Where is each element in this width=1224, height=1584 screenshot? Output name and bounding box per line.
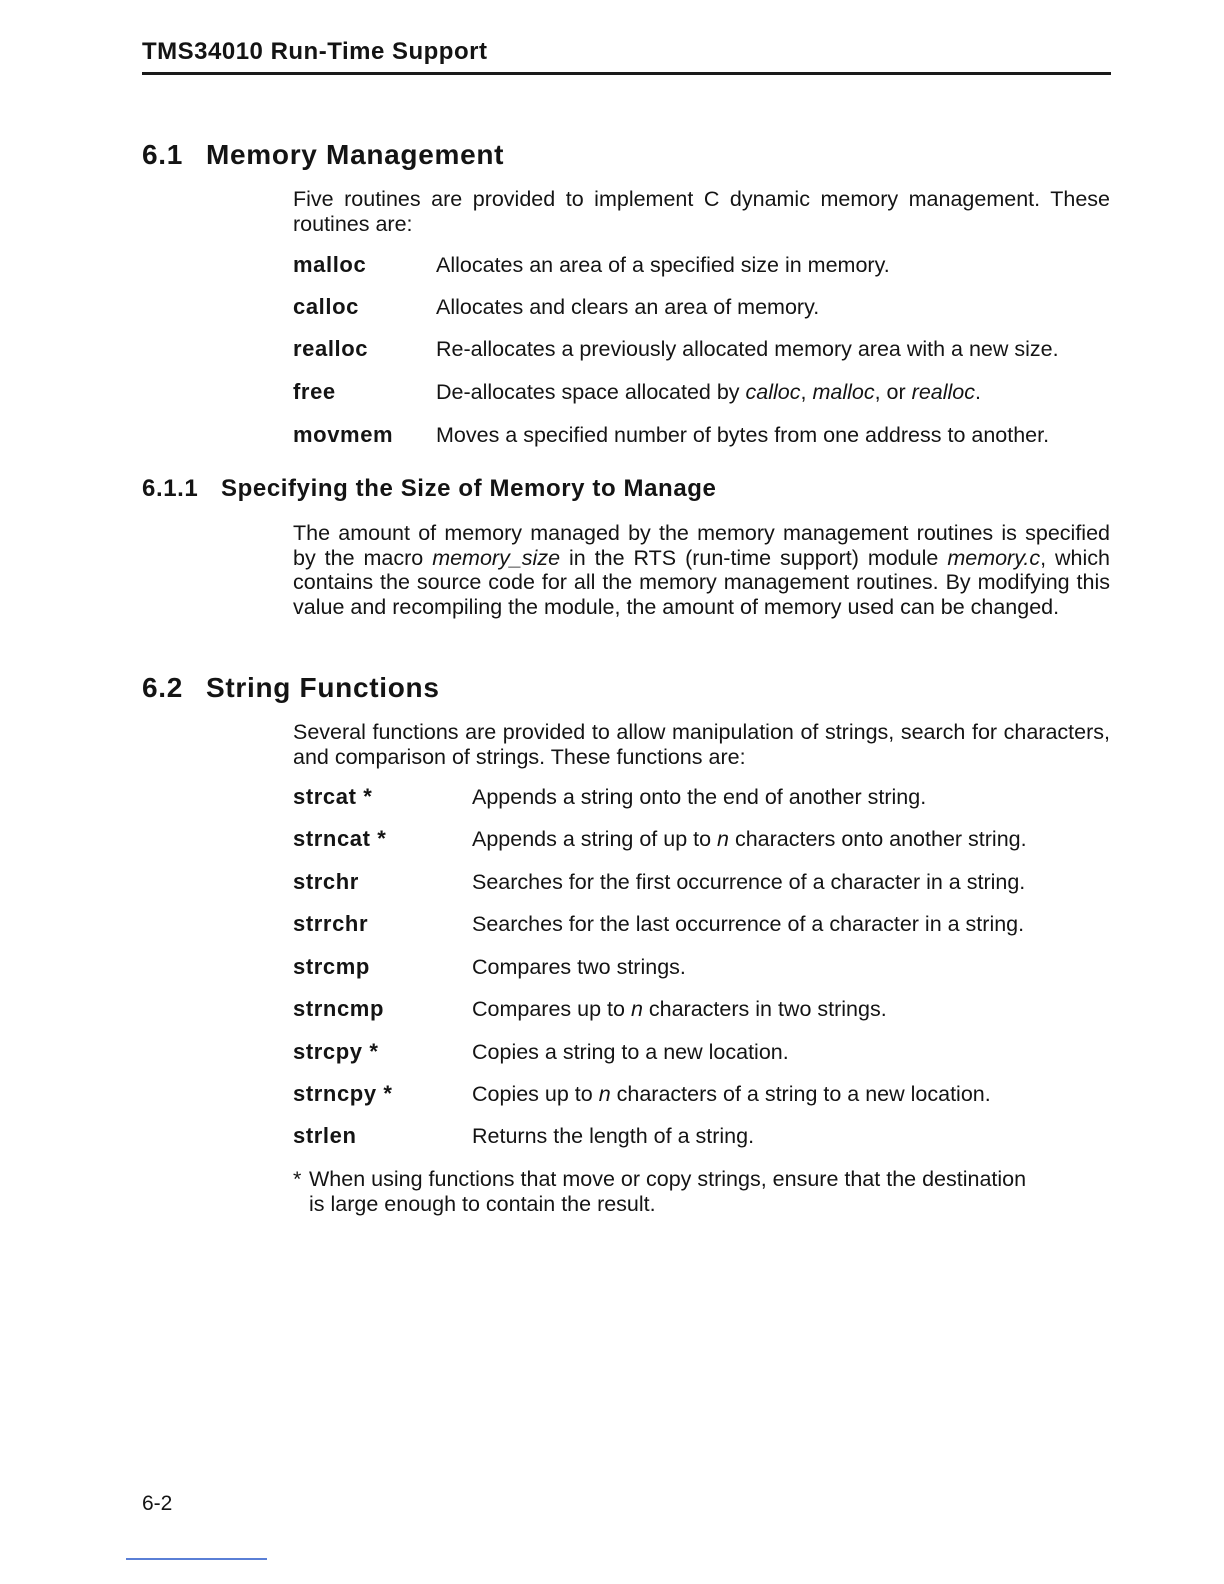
section-number: 6.1 — [142, 139, 184, 170]
list-item — [293, 1123, 1110, 1149]
desc-text: , or — [874, 380, 912, 404]
function-description: Copies a string to a new location. — [472, 1040, 789, 1064]
function-name: strchr — [293, 869, 359, 894]
routine-name: movmem — [293, 422, 394, 447]
para-text: The amount of memory managed by the memory management routines is specified by the macro — [293, 521, 1110, 570]
desc-text: Compares up to — [472, 997, 631, 1021]
section-6-1-1-heading — [142, 477, 716, 501]
routine-description: Allocates an area of a specified size in memory. — [436, 253, 890, 277]
module-name: memory.c — [947, 545, 1041, 570]
list-item — [293, 336, 1110, 362]
section-title: Memory Management — [206, 139, 505, 170]
desc-text: characters of a string to a new location. — [610, 1082, 991, 1106]
routine-name: realloc — [293, 336, 369, 361]
section-6-2-heading — [142, 674, 440, 702]
running-header-title: TMS34010 Run-Time Support — [142, 38, 488, 65]
para-text: in the RTS (run-time support) module — [560, 545, 948, 570]
section-number: 6.2 — [142, 672, 184, 703]
list-item — [293, 422, 1110, 448]
function-name: strlen — [293, 1123, 357, 1148]
function-description — [472, 1081, 991, 1107]
desc-ref: malloc — [812, 380, 875, 404]
section-number: 6.1.1 — [142, 475, 199, 502]
desc-text: . — [975, 380, 981, 404]
section-6-1-1-paragraph — [293, 521, 1110, 619]
list-item — [293, 826, 1110, 852]
function-name: strcpy * — [293, 1039, 379, 1064]
macro-name: memory_size — [432, 545, 561, 570]
routine-name: free — [293, 379, 336, 404]
function-description: Searches for the last occurrence of a character in a string. — [472, 912, 1025, 936]
desc-ref: calloc — [745, 380, 801, 404]
function-description: Searches for the first occurrence of a character in a string. — [472, 870, 1026, 894]
function-description: Returns the length of a string. — [472, 1124, 755, 1148]
para-text: , which contains the source code for all the memory management routines. By modifying this value and recompiling the module, the amount of memory used can be changed. — [293, 545, 1111, 619]
list-item — [293, 954, 1110, 980]
function-name: strcat * — [293, 784, 373, 809]
footnote-marker: * — [293, 1167, 302, 1191]
function-description: Compares two strings. — [472, 955, 686, 979]
routine-description: Re-allocates a previously allocated memory area with a new size. — [436, 337, 1059, 361]
function-name: strncmp — [293, 996, 384, 1021]
desc-text: Appends a string of up to — [472, 827, 718, 851]
function-description — [472, 996, 887, 1022]
list-item — [293, 911, 1110, 937]
desc-var: n — [717, 827, 729, 851]
function-name: strrchr — [293, 911, 369, 936]
function-description — [472, 826, 1027, 852]
list-item — [293, 996, 1110, 1022]
page-number: 6-2 — [142, 1492, 173, 1515]
list-item — [293, 379, 1110, 405]
routine-name: malloc — [293, 252, 367, 277]
function-name: strncpy * — [293, 1081, 393, 1106]
routine-name: calloc — [293, 294, 359, 319]
section-6-1-intro: Five routines are provided to implement C dynamic memory management. These routines are: — [293, 187, 1110, 236]
desc-text: characters onto another string. — [729, 827, 1027, 851]
section-title: String Functions — [206, 672, 440, 703]
bottom-rule — [126, 1558, 267, 1560]
desc-text: , — [800, 380, 813, 404]
desc-var: n — [598, 1082, 611, 1106]
footnote-line-2: is large enough to contain the result. — [309, 1191, 656, 1216]
footnote-text: When using functions that move or copy strings, ensure that the destination — [309, 1167, 1027, 1191]
list-item — [293, 294, 1110, 320]
routine-description: Allocates and clears an area of memory. — [436, 295, 820, 319]
function-description: Appends a string onto the end of another string. — [472, 785, 927, 809]
desc-text: Copies up to — [472, 1082, 599, 1106]
list-item — [293, 869, 1110, 895]
routine-description: Moves a specified number of bytes from one address to another. — [436, 423, 1050, 447]
function-name: strncat * — [293, 826, 387, 851]
list-item — [293, 252, 1110, 278]
section-title: Specifying the Size of Memory to Manage — [221, 475, 717, 502]
footnote — [293, 1167, 1110, 1216]
footnote-line-1 — [293, 1167, 1110, 1192]
list-item — [293, 784, 1110, 810]
desc-text: characters in two strings. — [642, 997, 887, 1021]
running-header — [142, 38, 1111, 75]
routine-description — [436, 379, 981, 405]
section-6-2-intro: Several functions are provided to allow manipulation of strings, search for characters, and comparison of strings. These functions are: — [293, 720, 1110, 769]
desc-ref: realloc — [911, 380, 975, 404]
section-6-1-heading — [142, 141, 504, 169]
desc-var: n — [630, 997, 643, 1021]
desc-text: De-allocates space allocated by — [436, 380, 746, 404]
list-item — [293, 1039, 1110, 1065]
list-item — [293, 1081, 1110, 1107]
function-name: strcmp — [293, 954, 370, 979]
